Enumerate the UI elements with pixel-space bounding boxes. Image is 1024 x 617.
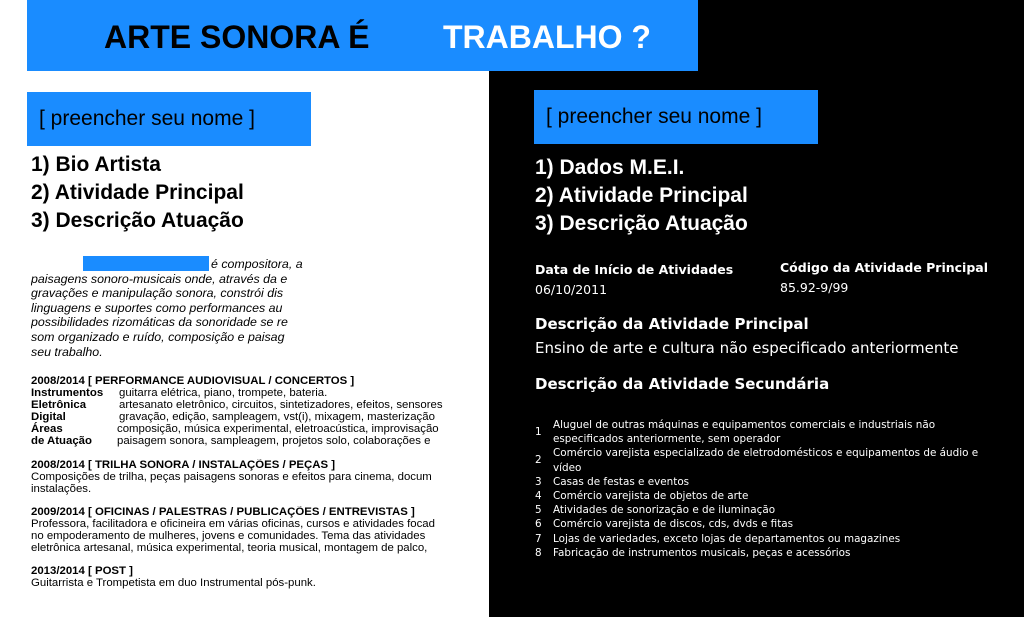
cv-section-title: 2009/2014 [ OFICINAS / PALESTRAS / PUBLICAÇÕES / ENTREVISTAS ] (31, 506, 415, 518)
bio-line: seu trabalho. (31, 344, 103, 359)
title-left: ARTE SONORA É (104, 19, 370, 55)
start-date-value: 06/10/2011 (535, 282, 608, 297)
list-item-text: Lojas de variedades, exceto lojas de departamentos ou magazines (553, 532, 901, 545)
bio-line: linguagens e suportes como performances au (31, 300, 283, 315)
bio-line: som organizado e ruído, composição e paisag (31, 329, 285, 344)
secondary-activity-label: Descrição da Atividade Secundária (535, 375, 830, 393)
name-placeholder-right: [ preencher seu nome ] (534, 90, 818, 144)
list-item-number: 1 (535, 426, 542, 438)
list-item-text: vídeo (553, 461, 582, 474)
cv-line: eletrônica artesanal, música experimental, teoria musical, montagem de palco, (31, 542, 428, 554)
activity-code-label: Código da Atividade Principal (780, 260, 989, 275)
list-item-text: Casas de festas e eventos (553, 475, 690, 488)
list-item-number: 2 (535, 454, 542, 467)
cv-section-title: 2008/2014 [ TRILHA SONORA / INSTALAÇÕES / PEÇAS ] (31, 459, 336, 471)
cv-row-label: Digital (31, 411, 66, 423)
heading-description: 3) Descrição Atuação (31, 209, 244, 232)
list-item-text: Aluguel de outras máquinas e equipamentos comerciais e industriais não (553, 419, 936, 431)
heading-main-activity: 2) Atividade Principal (535, 184, 748, 207)
start-date-label: Data de Início de Atividades (535, 262, 734, 277)
cv-row-label: Áreas (31, 423, 63, 435)
list-item (535, 546, 1005, 560)
bio-line: é compositora, a (211, 257, 303, 271)
cv-section-title: 2013/2014 [ POST ] (31, 565, 133, 577)
heading-description: 3) Descrição Atuação (535, 212, 748, 235)
main-activity-value: Ensino de arte e cultura não especificado anteriormente (535, 339, 959, 357)
list-item (535, 475, 1005, 489)
bio-line: gravações e manipulação sonora, constrói dis (31, 286, 284, 301)
cv-section-title: 2008/2014 [ PERFORMANCE AUDIOVISUAL / CONCERTOS ] (31, 375, 355, 387)
activity-code-value: 85.92-9/99 (780, 280, 849, 295)
heading-main-activity: 2) Atividade Principal (31, 181, 244, 204)
bio-line: paisagens sonoro-musicais onde, através da e (31, 271, 288, 286)
cv-line: Composições de trilha, peças paisagens sonoras e efeitos para cinema, docum (31, 471, 432, 483)
cv-row-value: gravação, edição, sampleagem, vst(i), mixagem, masterização (119, 411, 435, 423)
list-item (535, 489, 1005, 503)
secondary-activity-list (535, 418, 1005, 560)
list-item-number: 3 (535, 475, 542, 488)
list-item-text: Comércio varejista de objetos de arte (553, 490, 749, 503)
cv-line: Professora, facilitadora e oficineira em várias oficinas, cursos e atividades focad (31, 518, 435, 530)
list-item-number: 8 (535, 546, 542, 559)
cv-row-label: de Atuação (31, 435, 92, 447)
bio-text (31, 257, 313, 359)
cv-section-post (31, 565, 447, 589)
cv-line: Guitarrista e Trompetista em duo Instrumental pós-punk. (31, 577, 316, 589)
name-placeholder-left: [ preencher seu nome ] (27, 92, 311, 146)
list-item-number: 4 (535, 490, 542, 503)
cv-row-label: Eletrônica (31, 399, 87, 411)
cv-row-value: paisagem sonora, sampleagem, projetos solo, colaborações e (117, 435, 431, 447)
cv-row (31, 411, 447, 423)
redacted-name-bar (83, 256, 209, 271)
cv-line: no empoderamento de mulheres, jovens e comunidades. Tema das atividades (31, 530, 426, 542)
list-item-text: Comércio varejista de discos, cds, dvds e fitas (553, 518, 794, 531)
cv-section-performance (31, 375, 447, 447)
list-item (535, 418, 1005, 446)
list-item (535, 503, 1005, 517)
list-item-text: Fabricação de instrumentos musicais, peças e acessórios (553, 546, 851, 559)
list-item-text: Comércio varejista especializado de eletrodomésticos e equipamentos de áudio e (553, 447, 979, 460)
cv-row (31, 399, 447, 411)
cv-row (31, 435, 447, 447)
list-item-number: 6 (535, 518, 542, 531)
heading-bio: 1) Bio Artista (31, 153, 161, 176)
list-item-number: 7 (535, 532, 542, 545)
title-banner (27, 0, 698, 71)
cv-row-value: guitarra elétrica, piano, trompete, bateria. (119, 387, 328, 399)
cv-row (31, 423, 447, 435)
cv-row-label: Instrumentos (31, 387, 104, 399)
title-right: TRABALHO ? (443, 19, 651, 55)
cv-row-value: composição, música experimental, eletroacústica, improvisação (117, 423, 439, 435)
main-activity-label: Descrição da Atividade Principal (535, 315, 809, 333)
list-item-text: especificados anteriormente, sem operador (553, 433, 781, 446)
list-item (535, 517, 1005, 531)
cv-row (31, 387, 447, 399)
cv-section-soundtrack (31, 459, 447, 495)
cv-row-value: artesanato eletrônico, circuitos, sintetizadores, efeitos, sensores (119, 399, 443, 411)
headings-left (31, 151, 244, 235)
heading-mei-data: 1) Dados M.E.I. (535, 156, 685, 179)
headings-right (535, 154, 748, 238)
cv-line: instalações. (31, 483, 92, 495)
list-item (535, 446, 1005, 474)
bio-line: possibilidades rizomáticas da sonoridade se re (31, 315, 288, 330)
list-item-number: 5 (535, 504, 542, 517)
cv-section-workshops (31, 506, 447, 554)
list-item (535, 532, 1005, 546)
list-item-text: Atividades de sonorização e de iluminação (553, 504, 776, 517)
